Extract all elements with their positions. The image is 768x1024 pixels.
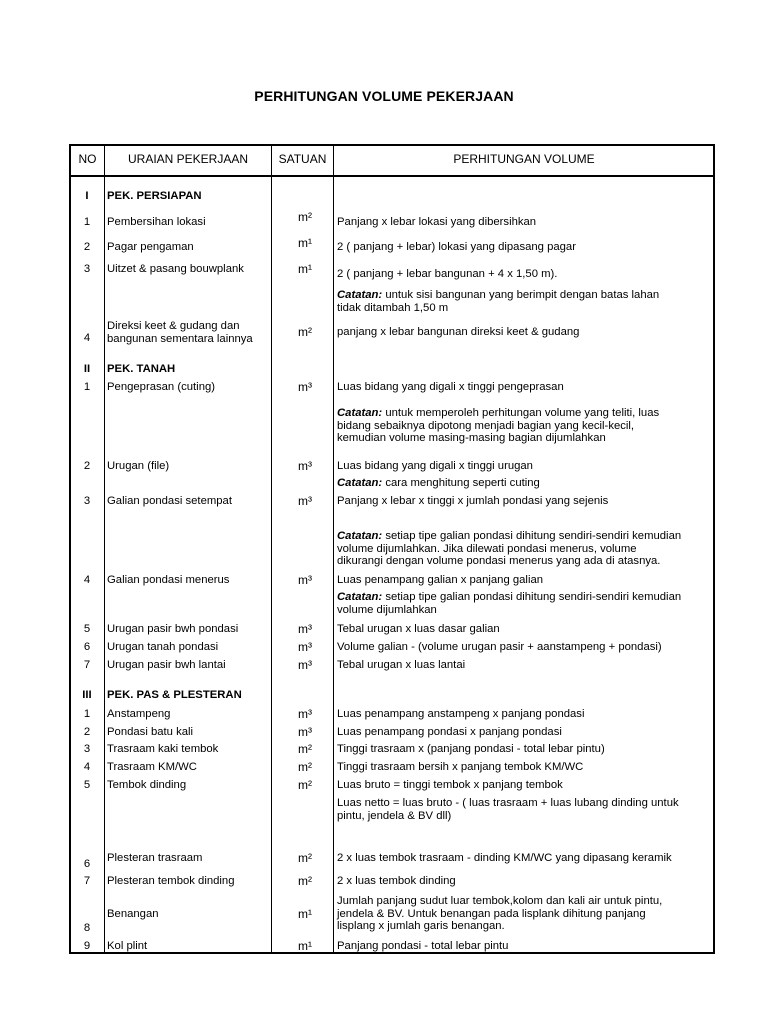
row-number: II bbox=[83, 363, 91, 375]
volume-formula bbox=[337, 895, 662, 933]
row-number: 1 bbox=[83, 381, 91, 393]
volume-formula: Volume galian - (volume urugan pasir + aanstampeng + pondasi) bbox=[337, 641, 662, 653]
unit: m¹ bbox=[298, 262, 312, 276]
row-number: 8 bbox=[83, 922, 91, 934]
note-text: setiap tipe galian pondasi dihitung sendiri-sendiri kemudian bbox=[382, 530, 682, 542]
volume-formula-line: lisplang x jumlah garis benangan. bbox=[337, 920, 505, 933]
row-number: 3 bbox=[83, 495, 91, 507]
note bbox=[337, 407, 659, 445]
job-description: Trasraam KM/WC bbox=[107, 761, 197, 773]
row-number: 1 bbox=[83, 216, 91, 228]
row-number: 1 bbox=[83, 708, 91, 720]
job-description: Urugan pasir bwh pondasi bbox=[107, 623, 239, 635]
note-label: Catatan: bbox=[337, 591, 383, 603]
job-description: Galian pondasi menerus bbox=[107, 574, 230, 586]
job-description: Uitzet & pasang bouwplank bbox=[107, 263, 244, 275]
volume-formula: Luas penampang galian x panjang galian bbox=[337, 574, 544, 586]
volume-formula-line: pintu, jendela & BV dll) bbox=[337, 809, 452, 822]
note bbox=[337, 289, 659, 314]
note-line: bidang sebaiknya dipotong menjadi bagian yang kecil-kecil, bbox=[337, 419, 635, 432]
volume-formula bbox=[337, 797, 679, 822]
job-description: Pondasi batu kali bbox=[107, 726, 194, 738]
row-number: 3 bbox=[83, 263, 91, 275]
row-number: 7 bbox=[83, 875, 91, 887]
row-number: 5 bbox=[83, 779, 91, 791]
note-text: untuk memperoleh perhitungan volume yang teliti, luas bbox=[382, 407, 660, 419]
note bbox=[337, 530, 681, 568]
row-number: 4 bbox=[83, 761, 91, 773]
note-label: Catatan: bbox=[337, 407, 383, 419]
header-uraian: URAIAN PEKERJAAN bbox=[127, 152, 249, 166]
header-no: NO bbox=[78, 152, 97, 166]
volume-formula: Luas bidang yang digali x tinggi urugan bbox=[337, 460, 533, 472]
unit: m² bbox=[298, 851, 312, 865]
row-number: 2 bbox=[83, 726, 91, 738]
volume-formula: Tebal urugan x luas dasar galian bbox=[337, 623, 500, 635]
row-number: 2 bbox=[83, 460, 91, 472]
page-title: PERHITUNGAN VOLUME PEKERJAAN bbox=[254, 88, 514, 104]
volume-formula: Luas bidang yang digali x tinggi pengeprasan bbox=[337, 381, 564, 393]
note-label: Catatan: bbox=[337, 530, 383, 542]
note-line bbox=[337, 591, 681, 604]
note-line: dikurangi dengan volume pondasi menerus yang ada di atasnya. bbox=[337, 555, 661, 568]
row-number: 9 bbox=[83, 940, 91, 952]
note-line bbox=[337, 407, 659, 420]
job-description: Pembersihan lokasi bbox=[107, 216, 206, 228]
section-heading: PEK. PERSIAPAN bbox=[107, 190, 202, 202]
row-number: I bbox=[85, 190, 89, 202]
note bbox=[337, 591, 681, 616]
job-description: Urugan pasir bwh lantai bbox=[107, 659, 226, 671]
note-text: setiap tipe galian pondasi dihitung sendiri-sendiri kemudian bbox=[382, 591, 682, 603]
volume-formula: Panjang x lebar x tinggi x jumlah pondasi yang sejenis bbox=[337, 495, 609, 507]
volume-formula: Tinggi trasraam bersih x panjang tembok KM/WC bbox=[337, 761, 584, 773]
job-description: Plesteran tembok dinding bbox=[107, 875, 235, 887]
note-line: tidak ditambah 1,50 m bbox=[337, 301, 449, 314]
row-number: 5 bbox=[83, 623, 91, 635]
job-description: Pengeprasan (cuting) bbox=[107, 381, 216, 393]
note-line: kemudian volume masing-masing bagian dijumlahkan bbox=[337, 432, 606, 445]
note bbox=[337, 477, 540, 490]
volume-formula: panjang x lebar bangunan direksi keet & gudang bbox=[337, 326, 580, 338]
unit: m³ bbox=[298, 725, 312, 739]
header-divider bbox=[69, 175, 715, 177]
job-description: Pagar pengaman bbox=[107, 241, 194, 253]
section-heading: PEK. TANAH bbox=[107, 363, 176, 375]
volume-formula-line: jendela & BV. Untuk benangan pada lisplank dihitung panjang bbox=[337, 907, 646, 920]
unit: m² bbox=[298, 325, 312, 339]
row-number: 4 bbox=[83, 332, 91, 344]
job-description bbox=[107, 320, 253, 345]
volume-formula-line: Luas netto = luas bruto - ( luas trasraam + luas lubang dinding untuk bbox=[337, 797, 679, 809]
row-number: 3 bbox=[83, 743, 91, 755]
row-number: 4 bbox=[83, 574, 91, 586]
note-line bbox=[337, 530, 681, 543]
unit: m³ bbox=[298, 380, 312, 394]
volume-formula-line: Jumlah panjang sudut luar tembok,kolom dan kali air untuk pintu, bbox=[337, 895, 663, 907]
header-satuan: SATUAN bbox=[278, 152, 327, 166]
note-line bbox=[337, 289, 659, 302]
volume-formula: 2 ( panjang + lebar bangunan + 4 x 1,50 m). bbox=[337, 268, 558, 280]
row-number: III bbox=[82, 689, 92, 701]
note-label: Catatan: bbox=[337, 477, 383, 489]
job-description: Urugan tanah pondasi bbox=[107, 641, 219, 653]
job-description-line: Direksi keet & gudang dan bbox=[107, 320, 240, 332]
row-number: 6 bbox=[83, 858, 91, 870]
unit: m² bbox=[298, 742, 312, 756]
note-text: cara menghitung seperti cuting bbox=[382, 477, 540, 489]
job-description: Trasraam kaki tembok bbox=[107, 743, 219, 755]
row-number: 6 bbox=[83, 641, 91, 653]
unit: m² bbox=[298, 760, 312, 774]
section-heading: PEK. PAS & PLESTERAN bbox=[107, 689, 242, 701]
volume-formula: 2 x luas tembok dinding bbox=[337, 875, 456, 887]
unit: m³ bbox=[298, 494, 312, 508]
unit: m³ bbox=[298, 573, 312, 587]
row-number: 7 bbox=[83, 659, 91, 671]
job-description: Benangan bbox=[107, 908, 159, 920]
job-description: Galian pondasi setempat bbox=[107, 495, 232, 507]
job-description: Anstampeng bbox=[107, 708, 171, 720]
volume-formula: Panjang x lebar lokasi yang dibersihkan bbox=[337, 216, 537, 228]
job-description: Plesteran trasraam bbox=[107, 852, 203, 864]
volume-formula: Luas bruto = tinggi tembok x panjang tembok bbox=[337, 779, 563, 791]
job-description-line: bangunan sementara lainnya bbox=[107, 332, 253, 345]
unit: m¹ bbox=[298, 939, 312, 953]
note-line bbox=[337, 477, 540, 490]
volume-formula: Tebal urugan x luas lantai bbox=[337, 659, 466, 671]
note-line: volume dijumlahkan. Jika dilewati pondasi menerus, volume bbox=[337, 542, 637, 555]
column-divider-no bbox=[104, 144, 105, 954]
unit: m² bbox=[298, 210, 312, 224]
unit: m³ bbox=[298, 707, 312, 721]
unit: m² bbox=[298, 778, 312, 792]
note-label: Catatan: bbox=[337, 289, 383, 301]
job-description: Urugan (file) bbox=[107, 460, 170, 472]
volume-formula: Luas penampang anstampeng x panjang pondasi bbox=[337, 708, 585, 720]
volume-formula: 2 x luas tembok trasraam - dinding KM/WC yang dipasang keramik bbox=[337, 852, 672, 864]
note-line: volume dijumlahkan bbox=[337, 603, 437, 616]
volume-formula: Luas penampang pondasi x panjang pondasi bbox=[337, 726, 562, 738]
unit: m³ bbox=[298, 658, 312, 672]
volume-formula: 2 ( panjang + lebar) lokasi yang dipasang pagar bbox=[337, 241, 576, 253]
note-text: untuk sisi bangunan yang berimpit dengan batas lahan bbox=[382, 289, 660, 301]
unit: m² bbox=[298, 874, 312, 888]
row-number: 2 bbox=[83, 241, 91, 253]
volume-formula: Tinggi trasraam x (panjang pondasi - total lebar pintu) bbox=[337, 743, 605, 755]
unit: m¹ bbox=[298, 907, 312, 921]
volume-formula: Panjang pondasi - total lebar pintu bbox=[337, 940, 509, 952]
column-divider-uraian bbox=[271, 144, 272, 954]
job-description: Tembok dinding bbox=[107, 779, 187, 791]
unit: m³ bbox=[298, 459, 312, 473]
header-perhitungan: PERHITUNGAN VOLUME bbox=[453, 152, 595, 166]
unit: m¹ bbox=[298, 236, 312, 250]
unit: m³ bbox=[298, 640, 312, 654]
job-description: Kol plint bbox=[107, 940, 148, 952]
unit: m³ bbox=[298, 622, 312, 636]
